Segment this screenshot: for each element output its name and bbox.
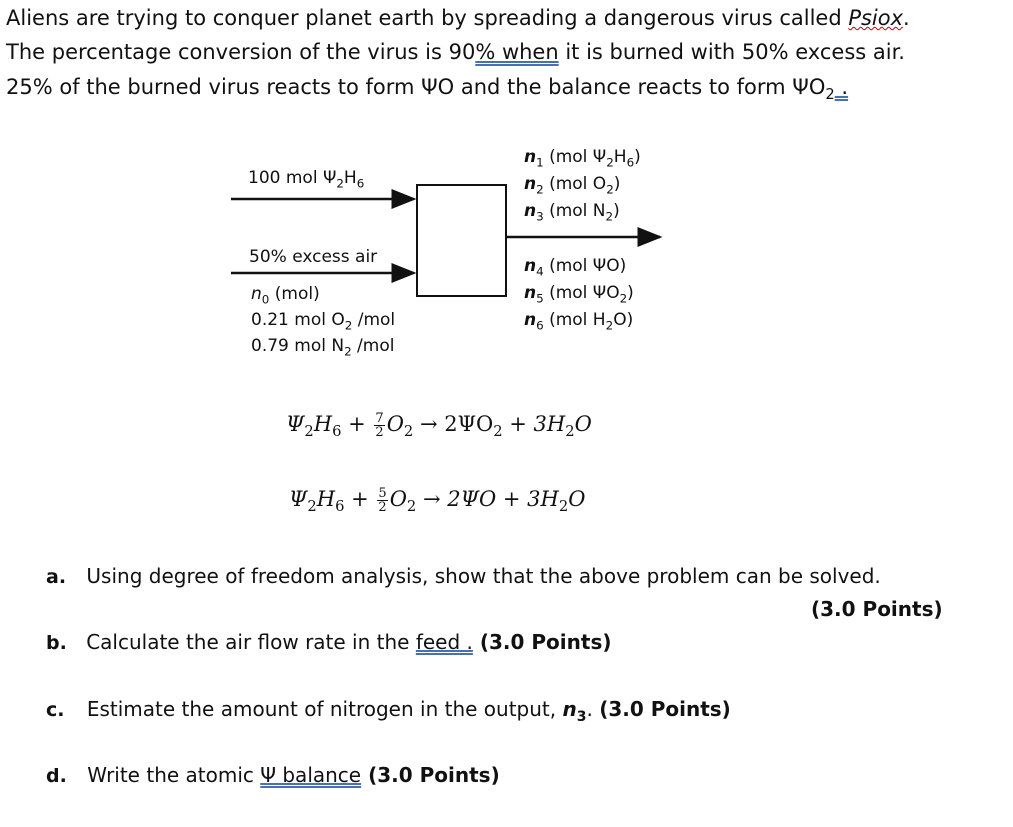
subscript: 2 <box>493 423 503 441</box>
question-letter: c. <box>46 699 65 721</box>
fraction <box>377 487 387 514</box>
denominator: 2 <box>378 500 387 515</box>
stream-text: ) <box>613 201 620 221</box>
feed-label <box>248 168 364 190</box>
equation-2 <box>289 487 585 515</box>
question-d <box>46 763 500 787</box>
denominator: 2 <box>375 425 384 440</box>
output-stream-3 <box>524 201 620 223</box>
question-a-points: (3.0 Points) <box>811 597 943 621</box>
eq-term: O <box>574 412 592 436</box>
numerator: 5 <box>378 486 387 501</box>
subscript: 3 <box>536 209 544 224</box>
equation-1 <box>286 412 592 440</box>
subscript: 6 <box>332 423 342 441</box>
product-psio: ΨO <box>421 75 455 99</box>
intro-text: . <box>834 75 849 99</box>
subscript: 2 <box>304 423 314 441</box>
stream-text: H <box>613 147 627 167</box>
eq-term: + 3H <box>502 412 566 436</box>
process-diagram <box>0 0 1013 400</box>
eq-term: H <box>313 412 333 436</box>
var-n: n <box>524 256 537 276</box>
eq-op: + <box>341 412 373 436</box>
subscript: 6 <box>335 498 345 516</box>
question-points: (3.0 Points) <box>599 697 731 721</box>
intro-text: The percentage conversion of the virus is 90 <box>6 40 476 64</box>
question-text: . <box>586 697 600 721</box>
intro-text: and the balance reacts to form <box>454 75 793 99</box>
reactor-box <box>417 185 506 296</box>
var-n: n <box>524 283 537 303</box>
var-n: n <box>524 147 537 167</box>
question-letter: b. <box>46 632 67 654</box>
air-text: /mol <box>351 336 395 356</box>
var-n: n <box>562 697 577 721</box>
feed-text: H <box>343 168 357 188</box>
intro-text: . <box>903 6 910 30</box>
air-n0 <box>251 284 320 306</box>
stream-text: ) <box>627 283 634 303</box>
subscript: 2 <box>605 318 614 333</box>
intro-text: it is burned with 50% excess air. <box>558 40 905 64</box>
question-c <box>46 697 731 725</box>
air-text: 0.21 mol O <box>251 310 345 330</box>
subscript: 2 <box>536 182 544 197</box>
subscript: 6 <box>356 176 365 191</box>
var-n: n <box>524 201 537 221</box>
question-text: Ψ balance <box>260 763 362 787</box>
eq-term: H <box>316 487 336 511</box>
stream-text: (mol Ψ <box>543 147 607 167</box>
eq-term: Ψ <box>286 412 305 436</box>
subscript: 2 <box>565 423 575 441</box>
question-text: Calculate the air flow rate in the <box>86 630 416 654</box>
question-a <box>46 564 881 588</box>
air-n2 <box>251 336 394 358</box>
question-letter: a. <box>46 566 67 588</box>
stream-text: (mol H <box>543 310 606 330</box>
eq-term: Ψ <box>289 487 308 511</box>
stream-text: (mol ΨO <box>543 283 620 303</box>
output-stream-4 <box>524 256 626 278</box>
subscript: 6 <box>626 155 635 170</box>
subscript: 4 <box>536 264 544 279</box>
subscript: 2 <box>403 423 414 441</box>
output-stream-6 <box>524 310 633 332</box>
eq-op: + <box>344 487 376 511</box>
air-text: 0.79 mol N <box>251 336 345 356</box>
question-letter: d. <box>46 765 67 787</box>
output-stream-1 <box>524 147 641 169</box>
air-text: /mol <box>352 310 396 330</box>
stream-text: O) <box>613 310 634 330</box>
fraction <box>374 412 384 439</box>
question-text: Estimate the amount of nitrogen in the output, <box>86 697 563 721</box>
subscript: 2 <box>344 318 353 333</box>
subscript: 2 <box>344 344 352 359</box>
question-text: feed . <box>415 630 473 654</box>
intro-underlined: % when <box>475 40 559 64</box>
subscript: 2 <box>406 498 417 516</box>
subscript: 2 <box>605 209 614 224</box>
subscript: 1 <box>536 155 544 170</box>
subscript: 2 <box>307 498 317 516</box>
question-b <box>46 630 611 654</box>
intro-text: Aliens are trying to conquer planet earth by spreading a dangerous virus called <box>6 6 849 30</box>
feed-text: 100 mol Ψ <box>248 168 337 188</box>
virus-name: Psiox <box>848 6 904 30</box>
var-n: n <box>524 310 537 330</box>
product-psio2: ΨO <box>792 75 826 99</box>
eq-term: → 2ΨO <box>413 412 494 436</box>
eq-term: O <box>568 487 586 511</box>
subscript: 2 <box>558 498 569 516</box>
subscript: 2 <box>336 176 344 191</box>
stream-text: ) <box>613 174 621 194</box>
question-text: Using degree of freedom analysis, show that the above problem can be solved. <box>86 564 881 588</box>
air-o2 <box>251 310 395 332</box>
subscript: 2 <box>619 291 628 306</box>
subscript: 3 <box>576 709 587 725</box>
subscript: 5 <box>536 291 544 306</box>
eq-term: → 2ΨO + 3H <box>416 487 559 511</box>
stream-text: (mol ΨO) <box>543 256 627 276</box>
stream-text: ) <box>634 147 641 167</box>
numerator: 7 <box>375 411 384 426</box>
question-text: Write the atomic <box>87 763 261 787</box>
question-points: (3.0 Points) <box>361 763 500 787</box>
var-n: n <box>524 174 537 194</box>
output-stream-2 <box>524 174 620 196</box>
output-stream-5 <box>524 283 634 305</box>
air-text: (mol) <box>269 284 320 304</box>
stream-text: (mol N <box>543 201 606 221</box>
subscript: 2 <box>606 155 614 170</box>
question-points: (3.0 Points) <box>472 630 612 654</box>
air-label: 50% excess air <box>249 247 378 267</box>
subscript: 6 <box>536 318 544 333</box>
subscript: 0 <box>261 292 270 307</box>
var-n: n <box>251 284 262 304</box>
eq-term: O <box>386 412 404 436</box>
stream-text: (mol O <box>543 174 607 194</box>
intro-text: 25% of the burned virus reacts to form <box>6 75 422 99</box>
subscript: 2 <box>825 86 835 104</box>
eq-term: O <box>389 487 407 511</box>
subscript: 2 <box>606 182 614 197</box>
